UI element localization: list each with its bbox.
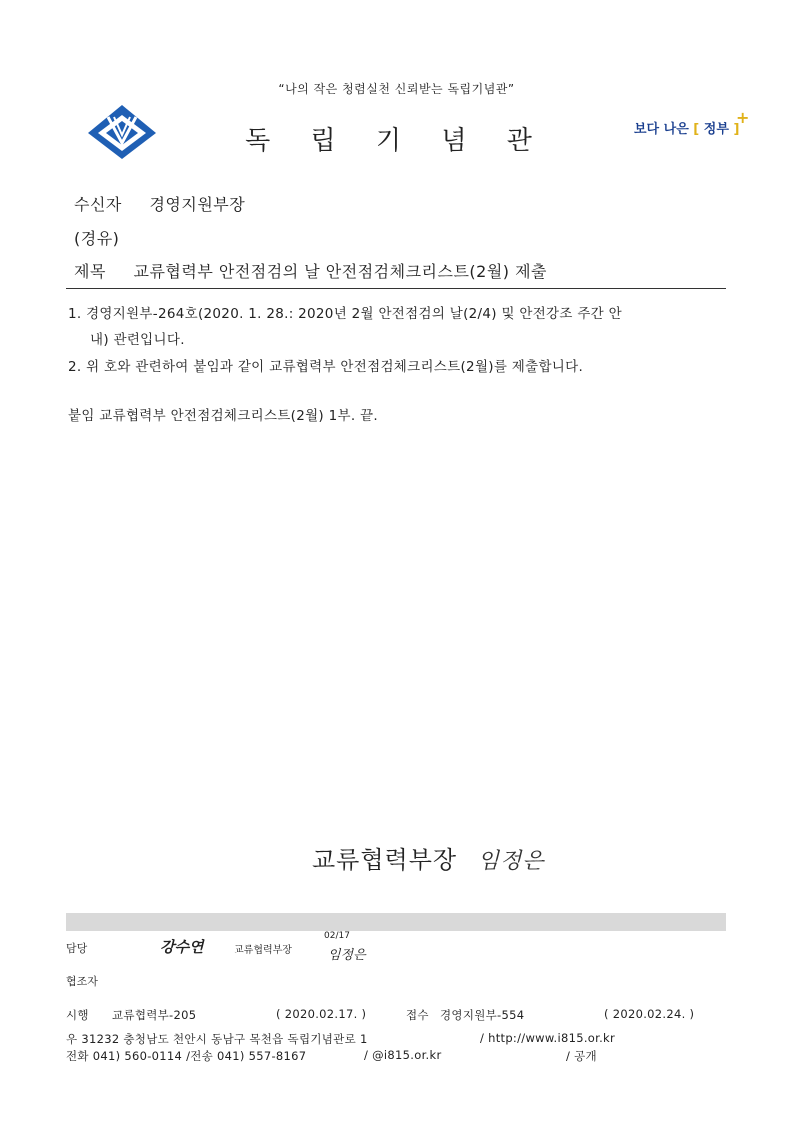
drafter-label: 담당 <box>66 942 88 955</box>
subject-divider <box>66 288 726 289</box>
cooperator-label: 협조자 <box>66 975 98 988</box>
enforce-number: 교류협력부-205 <box>112 1008 197 1022</box>
address: 우 31232 충청남도 천안시 동남구 목천읍 독립기념관로 1 <box>66 1032 368 1046</box>
attachment-line: 붙임 교류협력부 안전점검체크리스트(2월) 1부. 끝. <box>68 408 378 424</box>
gov-logo-word: 정부 <box>703 122 729 137</box>
body-item-1-line-2: 내) 관련입니다. <box>90 332 185 348</box>
signature-handwritten: 임정은 <box>477 849 545 874</box>
disclosure-status: / 공개 <box>566 1049 597 1063</box>
receipt-label: 접수 <box>406 1008 429 1022</box>
government-logo <box>634 108 750 137</box>
receipt-number: 경영지원부-554 <box>440 1008 525 1022</box>
via-label: (경유) <box>74 229 120 248</box>
drafter-signature: 강수연 <box>160 938 204 956</box>
recipient-row <box>74 192 245 215</box>
enforce-date: ( 2020.02.17. ) <box>276 1007 367 1021</box>
subject-value: 교류협력부 안전점검의 날 안전점검체크리스트(2월) 제출 <box>133 262 548 281</box>
approver-signature: 임정은 <box>328 948 366 963</box>
body-item-2: 2. 위 호와 관련하여 붙임과 같이 교류협력부 안전점검체크리스트(2월)를 제출합니다. <box>68 359 584 375</box>
signature-block <box>312 840 545 875</box>
receipt-date: ( 2020.02.24. ) <box>604 1007 695 1021</box>
email-link[interactable]: / @i815.or.kr <box>364 1048 442 1062</box>
phone-fax: 전화 041) 560-0114 /전송 041) 557-8167 <box>66 1049 307 1063</box>
approval-header-bar <box>66 913 726 931</box>
approval-date: 02/17 <box>324 931 350 941</box>
homepage-link[interactable]: / http://www.i815.or.kr <box>480 1031 616 1045</box>
gov-logo-bracket-close: ] <box>733 122 740 137</box>
subject-row <box>74 259 547 282</box>
gov-logo-bracket-open: [ <box>693 122 700 137</box>
motto: “나의 작은 청렴실천 신뢰받는 독립기념관” <box>278 82 515 96</box>
recipient-label: 수신자 <box>74 195 122 214</box>
signature-title: 교류협력부장 <box>312 846 458 874</box>
recipient-value: 경영지원부장 <box>149 195 246 214</box>
org-name: 독 립 기 념 관 <box>245 126 548 156</box>
approver-title: 교류협력부장 <box>234 945 292 956</box>
gov-logo-text: 보다 나은 <box>634 122 689 137</box>
body-item-1-line-1: 1. 경영지원부-264호(2020. 1. 28.: 2020년 2월 안전점검의 날(2/4) 및 안전강조 주간 안 <box>68 306 622 322</box>
gov-logo-plus-icon: + <box>735 108 750 127</box>
enforce-label: 시행 <box>66 1008 89 1022</box>
subject-label: 제목 <box>74 262 106 281</box>
